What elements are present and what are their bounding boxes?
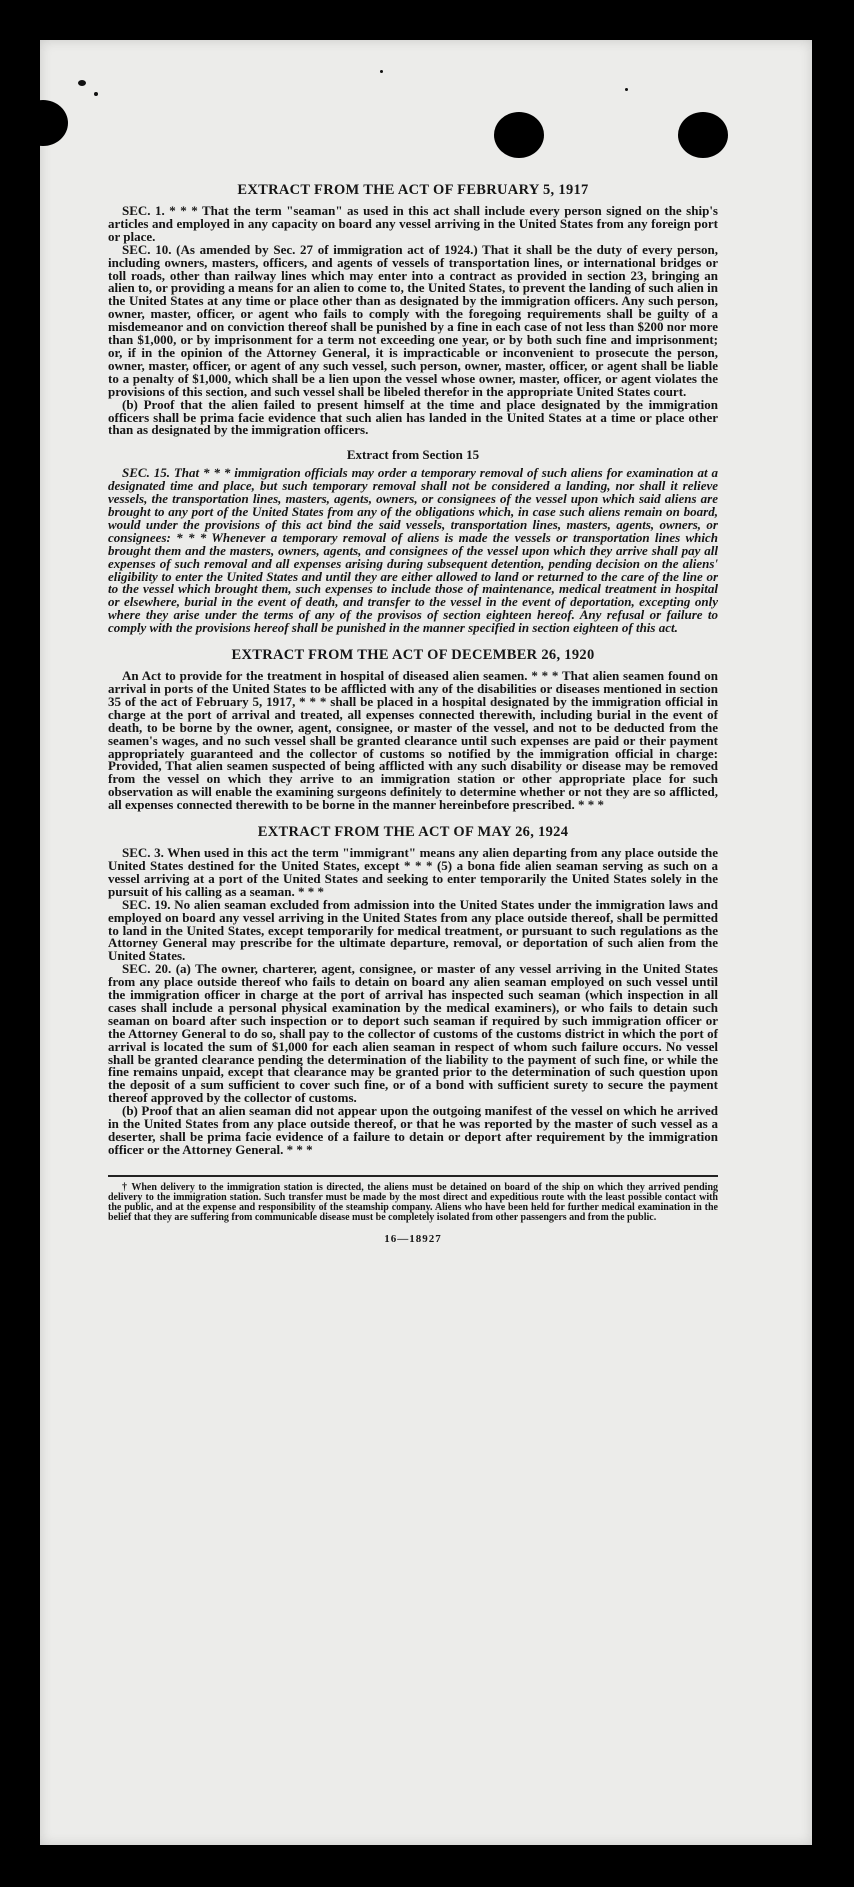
section-heading-1920: EXTRACT FROM THE ACT OF DECEMBER 26, 1920 — [231, 647, 595, 664]
ink-speck — [78, 80, 86, 86]
paragraph-sec-20a: SEC. 20. (a) The owner, charterer, agent, consignee, or master of any vessel arriving in the United States from any place outside thereof who fails to detain on board any alien seaman employed on such vessel until the immigration officer in charge at the port of arrival has inspected such seaman (which inspection in all cases shall include a personal physical examination by the medical examiners), or who fails to detain such seaman on board after such inspection or to deport such seaman if required by such immigration officer or the Attorney General to do so, shall pay to the collector of customs of the customs district in which the port of arrival is located the sum of $1,000 for each alien seaman in respect of whom such failure occurs. No vessel shall be granted clearance pending the determination of the liability to the payment of such fine, or while the fine remains unpaid, except that clearance may be granted prior to the determination of such question upon the deposit of a sum sufficient to cover such fine, or of a bond with sufficient surety to secure the payment thereof approved by the collector of customs. — [108, 961, 718, 1106]
ink-speck — [94, 92, 98, 96]
section-heading-1924: EXTRACT FROM THE ACT OF MAY 26, 1924 — [257, 824, 569, 841]
footnote: † When delivery to the immigration station is directed, the aliens must be detained on board of the ship on which they arrived pending delivery to the immigration station. Such transfer must be made by the most direct and expeditious route with the least possible contact with the public, and at the expense and responsibility of the steamship company. Aliens who have been held for further medical examination in the belief that they are suffering from communicable disease must be completely isolated from other passengers and from the public. — [108, 1181, 718, 1223]
paragraph-sec-19: SEC. 19. No alien seaman excluded from admission into the United States under the immigration laws and employed on board any vessel arriving in the United States from any place outside thereof, shall be permitted to land in the United States, except temporarily for medical treatment, or pursuant to such regulations as the Attorney General may prescribe for the ultimate departure, removal, or deportation of such alien from the United States. — [108, 896, 718, 964]
punch-hole-center — [494, 112, 544, 158]
ink-speck — [380, 70, 383, 73]
paragraph-sec-10b: (b) Proof that the alien failed to present himself at the time and place designated by the immigration officers shall be prima facie evidence that such alien has landed in the United States at a time or place other than as designated by the immigration officers. — [108, 396, 718, 438]
paragraph-sec-15: SEC. 15. That * * * immigration officials may order a temporary removal of such aliens for examination at a designated time and place, but such temporary removal shall not be considered a landing, nor shall it relieve vessels, the transportation lines, masters, agents, owners, or consignees of the vessel upon which said aliens are brought to any port of the United States from any of the obligations which, in case such aliens remain on board, would under the provisions of this act bind the said vessels, transportation lines, masters, agents, owners, or consignees: * * * Whenever a temporary removal of aliens is made the vessels or transportation lines which brought them and the masters, owners, agents, and consignees of the vessel upon which they arrive shall pay all expenses of such removal and all expenses arising during subsequent detention, pending decision on the aliens' eligibility to enter the United States and until they are either allowed to land or returned to the care of the line or to the vessel which brought them, such expenses to include those of maintenance, medical treatment in hospital or elsewhere, burial in the event of death, and transfer to the vessel in the event of deportation, excepting only where they arise under the terms of any of the provisos of section eighteen hereof. Any refusal or failure to comply with the provisions hereof shall be punished in the manner specified in section eighteen of this act. — [108, 465, 718, 636]
punch-hole-left — [18, 100, 68, 146]
punch-hole-right — [678, 112, 728, 158]
paragraph-sec-10: SEC. 10. (As amended by Sec. 27 of immigration act of 1924.) That it shall be the duty of every person, including owners, masters, officers, and agents of vessels of transportation lines, or international bridges or toll roads, other than railway lines which may enter into a contract as provided in section 23, bringing an alien to, or providing a means for an alien to come to, the United States, to prevent the landing of such alien in the United States at any time or place other than as designated by the immigration officers. Any such person, owner, master, officer, or agent who fails to comply with the foregoing requirements shall be guilty of a misdemeanor and on conviction thereof shall be punished by a fine in each case of not less than $200 nor more than $1,000, or by imprisonment for a term not exceeding one year, or by both such fine and imprisonment; or, if in the opinion of the Attorney General, it is impracticable or inconvenient to prosecute the person, owner, master, officer, or agent of any such vessel, such person, owner, master, officer, or agent shall be liable to a penalty of $1,000, which shall be a lien upon the vessel whose owner, master, officer, or agent violates the provisions of this section, and such vessel shall be libeled therefor in the appropriate United States court. — [108, 241, 718, 399]
paragraph-sec-20b: (b) Proof that an alien seaman did not appear upon the outgoing manifest of the vessel on which he arrived in the United States from any place outside thereof, or that he was reported by the master of such vessel as a deserter, shall be prima facie evidence of a failure to detain or deport after requirement by the immigration officer or the Attorney General. * * * — [108, 1103, 718, 1157]
page-footer-number: 16—18927 — [384, 1232, 442, 1245]
section-heading-1917: EXTRACT FROM THE ACT OF FEBRUARY 5, 1917 — [237, 182, 589, 198]
ink-speck — [625, 88, 628, 91]
document-content — [108, 182, 718, 1245]
section-15-heading: Extract from Section 15 — [346, 447, 480, 463]
paragraph-act-1920: An Act to provide for the treatment in hospital of diseased alien seamen. * * * That alien seamen found on arrival in ports of the United States to be afflicted with any of the disabilities or diseases mentioned in section 35 of the act of February 5, 1917, * * * shall be placed in a hospital designated by the immigration official in charge at the port of arrival and treated, all expenses connected therewith, including burial in the event of death, to be borne by the owner, agent, consignee, or master of the vessel, and not to be deducted from the seamen's wages, and no such vessel shall be granted clearance until such expenses are paid or their payment appropriately guaranteed and the collector of customs so notified by the immigration official in charge: Provided, That alien seamen suspected of being afflicted with any such disability or disease may be removed from the vessel on which they arrive to an immigration station or other appropriate place for such observation as will enable the examining surgeons definitely to determine whether or not they are so afflicted, all expenses connected therewith to be borne in the manner hereinbefore prescribed. * * * — [108, 668, 718, 813]
paragraph-sec-3: SEC. 3. When used in this act the term "immigrant" means any alien departing from any place outside the United States destined for the United States, except * * * (5) a bona fide alien seaman serving as such on a vessel arriving at a port of the United States and seeking to enter temporarily the United States solely in the pursuit of his calling as a seaman. * * * — [108, 845, 718, 899]
paragraph-sec-1: SEC. 1. * * * That the term "seaman" as used in this act shall include every person signed on the ship's articles and employed in any capacity on board any vessel arriving in the United States from any foreign port or place. — [108, 203, 718, 244]
footnote-divider — [108, 1175, 718, 1177]
